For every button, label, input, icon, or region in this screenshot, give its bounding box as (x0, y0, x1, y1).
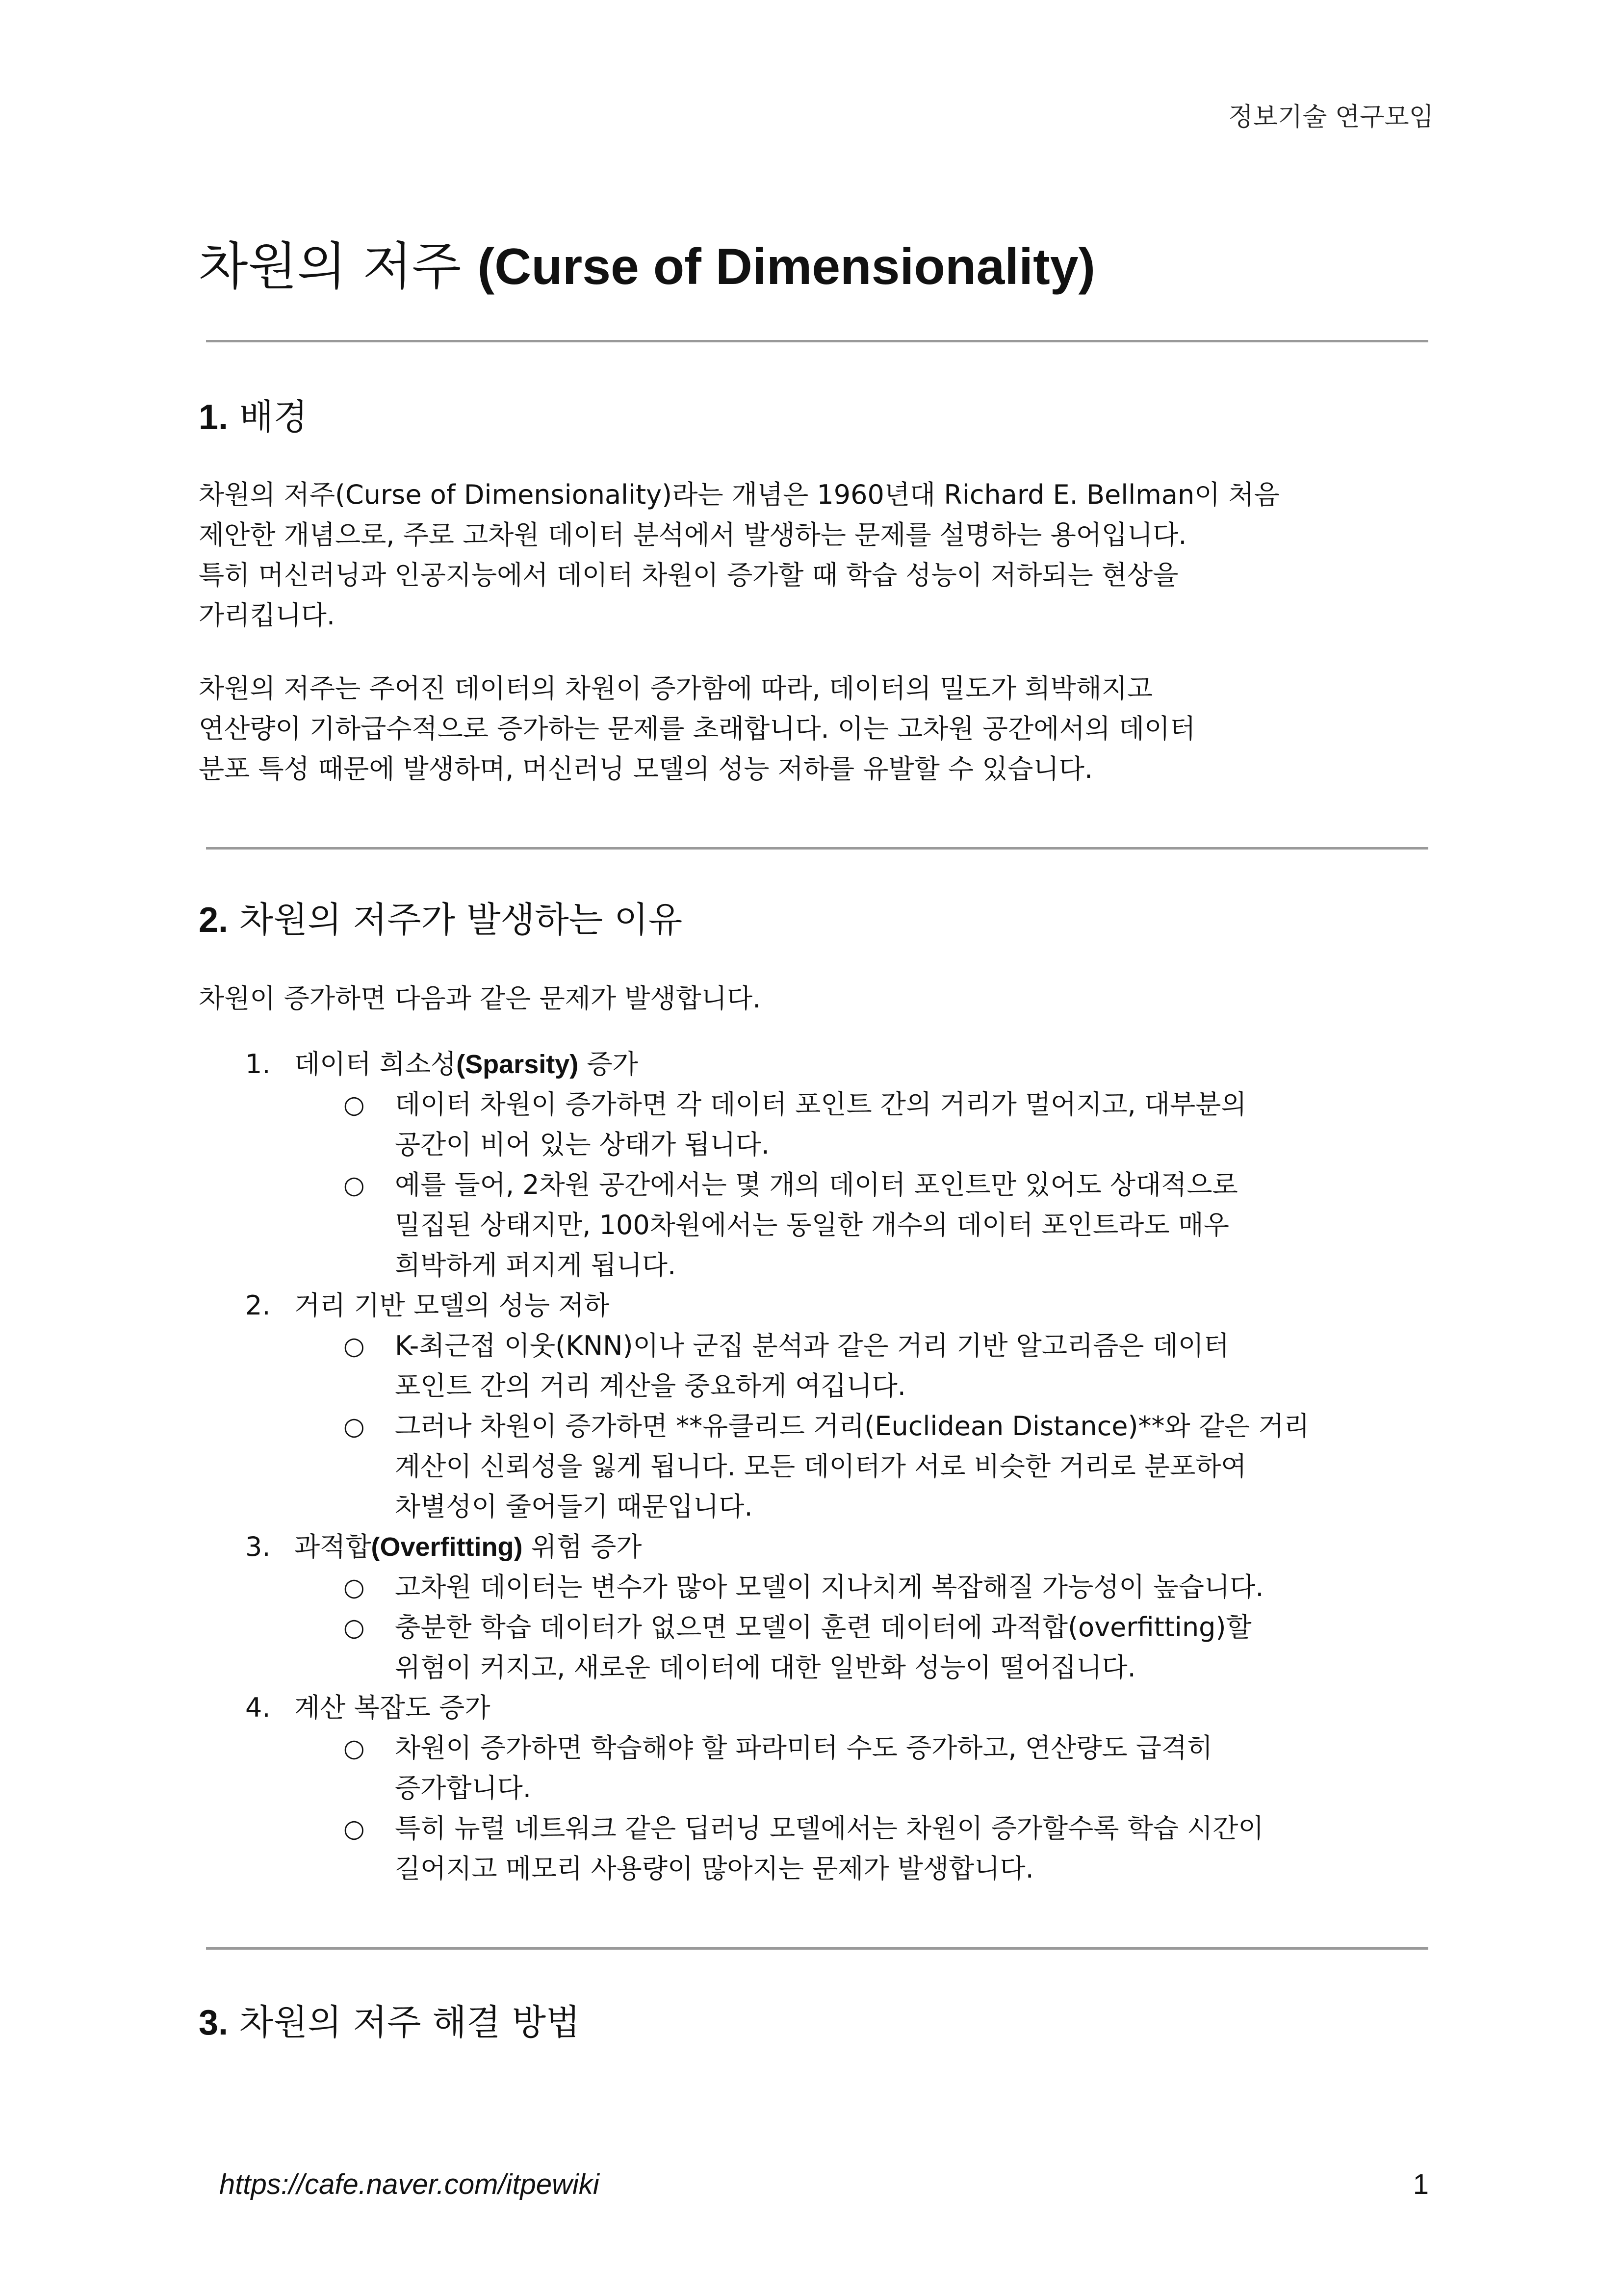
bullet-circle-icon: ○ (343, 1734, 365, 1762)
text-line: 가리킵니다. (199, 600, 335, 631)
bullet-text-line: 차원이 증가하면 학습해야 할 파라미터 수도 증가하고, 연산량도 급격히 (395, 1732, 1213, 1763)
title-en: (Curse of Dimensionality) (477, 238, 1096, 295)
bullet-circle-icon: ○ (343, 1613, 365, 1642)
bullet-text-line: 특히 뉴럴 네트워크 같은 딥러닝 모델에서는 차원이 증가할수록 학습 시간이 (395, 1813, 1264, 1844)
section-1-heading: 1. 배경 (199, 396, 308, 438)
list-item-title: 데이터 희소성 (294, 1049, 457, 1080)
list-item-term: (Overfitting) (371, 1532, 523, 1562)
bullet-text-line: 고차원 데이터는 변수가 많아 모델이 지나치게 복잡해질 가능성이 높습니다. (395, 1572, 1264, 1602)
section-1-paragraph-2 (199, 669, 1435, 789)
bullet-text-line: 위험이 커지고, 새로운 데이터에 대한 일반화 성능이 떨어집니다. (395, 1652, 1136, 1683)
bullet-circle-icon: ○ (343, 1573, 365, 1601)
bullet-text-line: 길어지고 메모리 사용량이 많아지는 문제가 발생합니다. (395, 1853, 1034, 1884)
bullet-circle-icon: ○ (343, 1090, 365, 1119)
bullet-text-line: 증가합니다. (395, 1773, 531, 1804)
bullet-circle-icon: ○ (343, 1814, 365, 1843)
header-org: 정보기술 연구모임 (1228, 103, 1434, 132)
section-2-heading: 2. 차원의 저주가 발생하는 이유 (199, 899, 683, 940)
text-line: 차원의 저주는 주어진 데이터의 차원이 증가함에 따라, 데이터의 밀도가 희박해지고 (199, 673, 1153, 704)
bullet-text-line: K-최근접 이웃(KNN)이나 군집 분석과 같은 거리 기반 알고리즘은 데이터 (395, 1330, 1230, 1361)
divider (206, 847, 1428, 850)
section-1-paragraph-1 (199, 475, 1435, 636)
text-line: 연산량이 기하급수적으로 증가하는 문제를 초래합니다. 이는 고차원 공간에서의 데이터 (199, 713, 1196, 744)
list-item (294, 1044, 638, 1084)
section-2-intro: 차원이 증가하면 다음과 같은 문제가 발생합니다. (199, 983, 761, 1014)
bullet-text-line: 밀집된 상태지만, 100차원에서는 동일한 개수의 데이터 포인트라도 매우 (395, 1210, 1229, 1240)
list-item (294, 1688, 490, 1728)
text-line: 특히 머신러닝과 인공지능에서 데이터 차원이 증가할 때 학습 성능이 저하되는 현상을 (199, 560, 1179, 591)
list-item-term: (Sparsity) (456, 1050, 579, 1079)
divider (206, 340, 1428, 342)
text-line: 차원의 저주(Curse of Dimensionality)라는 개념은 1960년대 Richard E. Bellman이 처음 (199, 479, 1280, 510)
list-item-title: 거리 기반 모델의 성능 저하 (294, 1290, 610, 1321)
title-ko: 차원의 저주 (199, 236, 478, 296)
list-item (294, 1527, 642, 1567)
bullet-circle-icon: ○ (343, 1412, 365, 1441)
bullet-text-line: 예를 들어, 2차원 공간에서는 몇 개의 데이터 포인트만 있어도 상대적으로 (395, 1169, 1238, 1200)
bullet-text-line: 공간이 비어 있는 상태가 됩니다. (395, 1129, 770, 1160)
bullet-text-line: 차별성이 줄어들기 때문입니다. (395, 1491, 753, 1522)
text-line: 제안한 개념으로, 주로 고차원 데이터 분석에서 발생하는 문제를 설명하는 용어입니다. (199, 519, 1187, 550)
footer-url[interactable]: https://cafe.naver.com/itpewiki (219, 2168, 599, 2200)
list-item-title: 계산 복잡도 증가 (294, 1692, 490, 1723)
bullet-text-line: 계산이 신뢰성을 잃게 됩니다. 모든 데이터가 서로 비슷한 거리로 분포하여 (395, 1451, 1247, 1482)
list-item-number: 2. (245, 1290, 271, 1321)
list-item-number: 4. (245, 1692, 271, 1723)
text-line: 분포 특성 때문에 발생하며, 머신러닝 모델의 성능 저하를 유발할 수 있습니다. (199, 753, 1093, 784)
divider (206, 1947, 1428, 1950)
list-item-suffix: 증가 (578, 1049, 638, 1080)
bullet-text-line: 그러나 차원이 증가하면 **유클리드 거리(Euclidean Distance)**와 같은 거리 (395, 1411, 1310, 1442)
page-number: 1 (1413, 2168, 1429, 2200)
list-item-suffix: 위험 증가 (522, 1531, 642, 1562)
bullet-text-line: 충분한 학습 데이터가 없으면 모델이 훈련 데이터에 과적합(overfitting)할 (395, 1612, 1252, 1643)
bullet-text-line: 데이터 차원이 증가하면 각 데이터 포인트 간의 거리가 멀어지고, 대부분의 (395, 1089, 1247, 1120)
bullet-text-line: 포인트 간의 거리 계산을 중요하게 여깁니다. (395, 1370, 906, 1401)
list-item-number: 3. (245, 1531, 271, 1562)
section-3-heading: 3. 차원의 저주 해결 방법 (199, 2002, 580, 2043)
list-item-number: 1. (245, 1049, 271, 1080)
list-item-title: 과적합 (294, 1531, 371, 1562)
list-item (294, 1286, 609, 1326)
bullet-text-line: 희박하게 퍼지게 됩니다. (395, 1250, 676, 1281)
page-title (199, 234, 1095, 299)
bullet-circle-icon: ○ (343, 1332, 365, 1360)
bullet-circle-icon: ○ (343, 1171, 365, 1199)
